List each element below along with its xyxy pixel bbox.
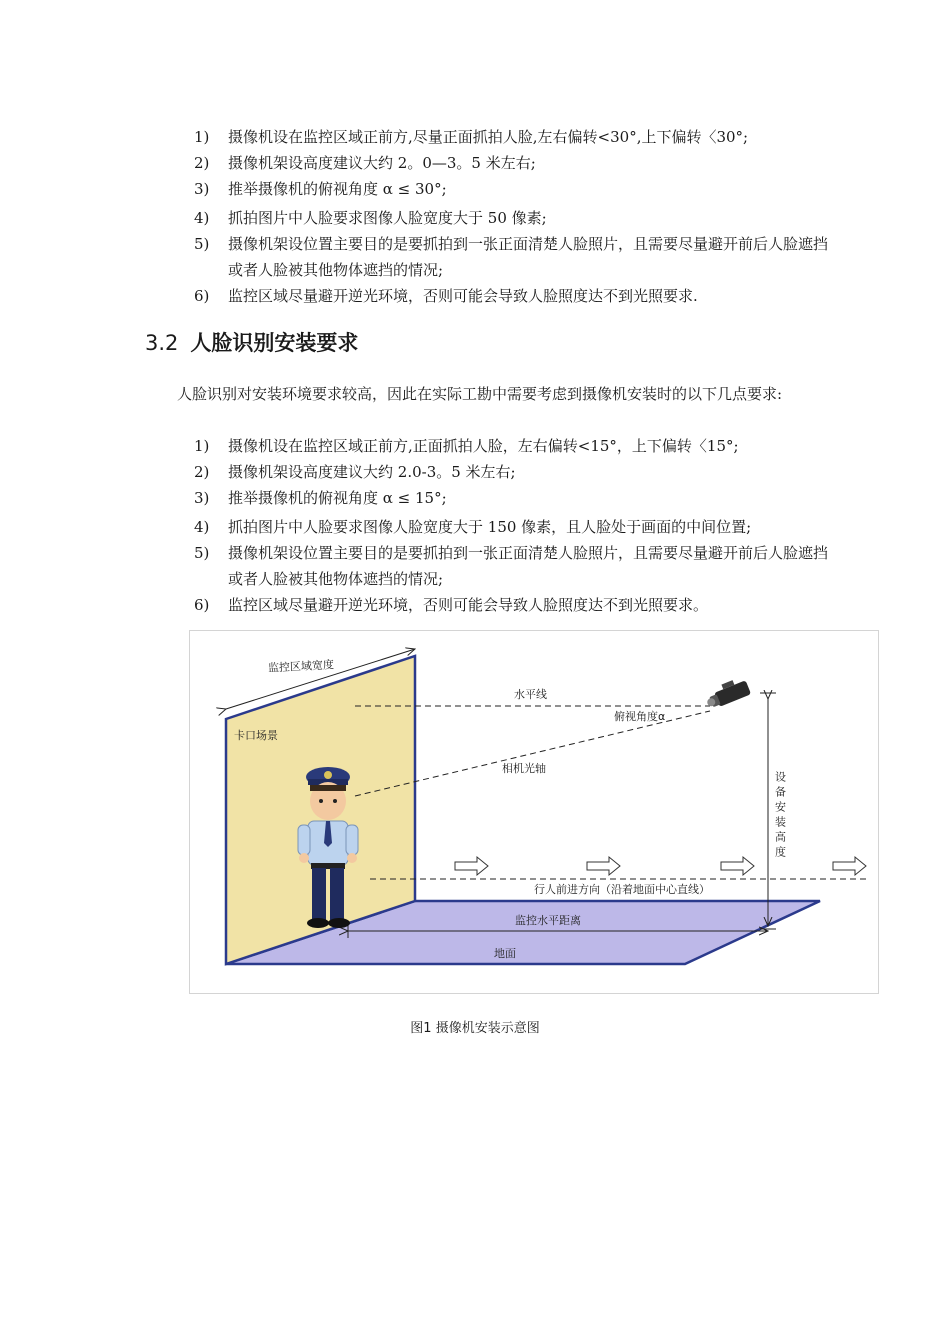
list-item-number: 6): [194, 287, 210, 305]
label-tilt: 俯视角度α: [614, 710, 666, 723]
label-height-text: 设备安装高度: [773, 771, 787, 861]
direction-arrows: [455, 857, 866, 875]
label-direction: 行人前进方向（沿着地面中心直线）: [534, 883, 710, 896]
list-item-text: 摄像机架设位置主要目的是要抓拍到一张正面清楚人脸照片，且需要尽量避开前后人脸遮挡或者人脸被其他物体遮挡的情况;: [228, 235, 829, 279]
list-item: [190, 485, 830, 511]
list-item-number: 4): [194, 209, 210, 227]
requirements-list-1: [190, 124, 830, 309]
list-item: [190, 150, 830, 176]
label-height: [774, 771, 787, 861]
list-item: [190, 592, 830, 618]
list-item-number: 3): [194, 489, 210, 507]
list-item-text: 摄像机架设位置主要目的是要抓拍到一张正面清楚人脸照片，且需要尽量避开前后人脸遮挡或者人脸被其他物体遮挡的情况;: [228, 544, 829, 588]
intro-paragraph: 人脸识别对安装环境要求较高，因此在实际工勘中需要考虑到摄像机安装时的以下几点要求:: [177, 385, 783, 403]
list-item-number: 1): [194, 128, 210, 146]
list-item-number: 6): [194, 596, 210, 614]
list-item: [190, 231, 830, 283]
list-item-number: 1): [194, 437, 210, 455]
list-item-text: 推举摄像机的俯视角度 α ≤ 15°;: [228, 489, 447, 507]
list-item-text: 摄像机设在监控区域正前方,正面抓拍人脸，左右偏转<15°，上下偏转〈15°;: [228, 437, 739, 455]
list-item: [190, 540, 830, 592]
list-item-text: 摄像机设在监控区域正前方,尽量正面抓拍人脸,左右偏转<30°,上下偏转〈30°;: [228, 128, 749, 146]
list-item-number: 5): [194, 235, 210, 253]
label-ground: 地面: [494, 947, 516, 960]
list-item-text: 抓拍图片中人脸要求图像人脸宽度大于 50 像素;: [228, 209, 547, 227]
list-item-text: 监控区域尽量避开逆光环境，否则可能会导致人脸照度达不到光照要求.: [228, 287, 698, 305]
requirements-list-2: [190, 433, 830, 618]
list-item: [190, 514, 830, 540]
list-item-text: 推举摄像机的俯视角度 α ≤ 30°;: [228, 180, 447, 198]
diagram-svg: [190, 631, 878, 993]
section-title: 人脸识别安装要求: [190, 331, 359, 355]
list-item-text: 摄像机架设高度建议大约 2.0-3。5 米左右;: [228, 463, 516, 481]
list-item-number: 2): [194, 463, 210, 481]
label-horizon: 水平线: [514, 688, 547, 701]
list-item: [190, 459, 830, 485]
list-item: [190, 205, 830, 231]
list-item-text: 抓拍图片中人脸要求图像人脸宽度大于 150 像素，且人脸处于画面的中间位置;: [228, 518, 752, 536]
label-scene: 卡口场景: [234, 729, 278, 742]
label-width: 监控区域宽度: [267, 658, 335, 675]
list-item: [190, 176, 830, 202]
list-item: [190, 283, 830, 309]
label-distance: 监控水平距离: [515, 914, 581, 927]
list-item-text: 摄像机架设高度建议大约 2。0—3。5 米左右;: [228, 154, 536, 172]
list-item: [190, 124, 830, 150]
figure-caption: 图1 摄像机安装示意图: [410, 1021, 540, 1036]
list-item-text: 监控区域尽量避开逆光环境，否则可能会导致人脸照度达不到光照要求。: [228, 596, 709, 614]
section-number: 3.2: [145, 331, 179, 355]
list-item-number: 4): [194, 518, 210, 536]
label-axis: 相机光轴: [502, 762, 546, 775]
section-heading: [145, 327, 358, 357]
list-item: [190, 433, 830, 459]
list-item-number: 3): [194, 180, 210, 198]
camera-install-diagram: [189, 630, 879, 994]
list-item-number: 2): [194, 154, 210, 172]
list-item-number: 5): [194, 544, 210, 562]
camera-icon: [703, 676, 751, 711]
